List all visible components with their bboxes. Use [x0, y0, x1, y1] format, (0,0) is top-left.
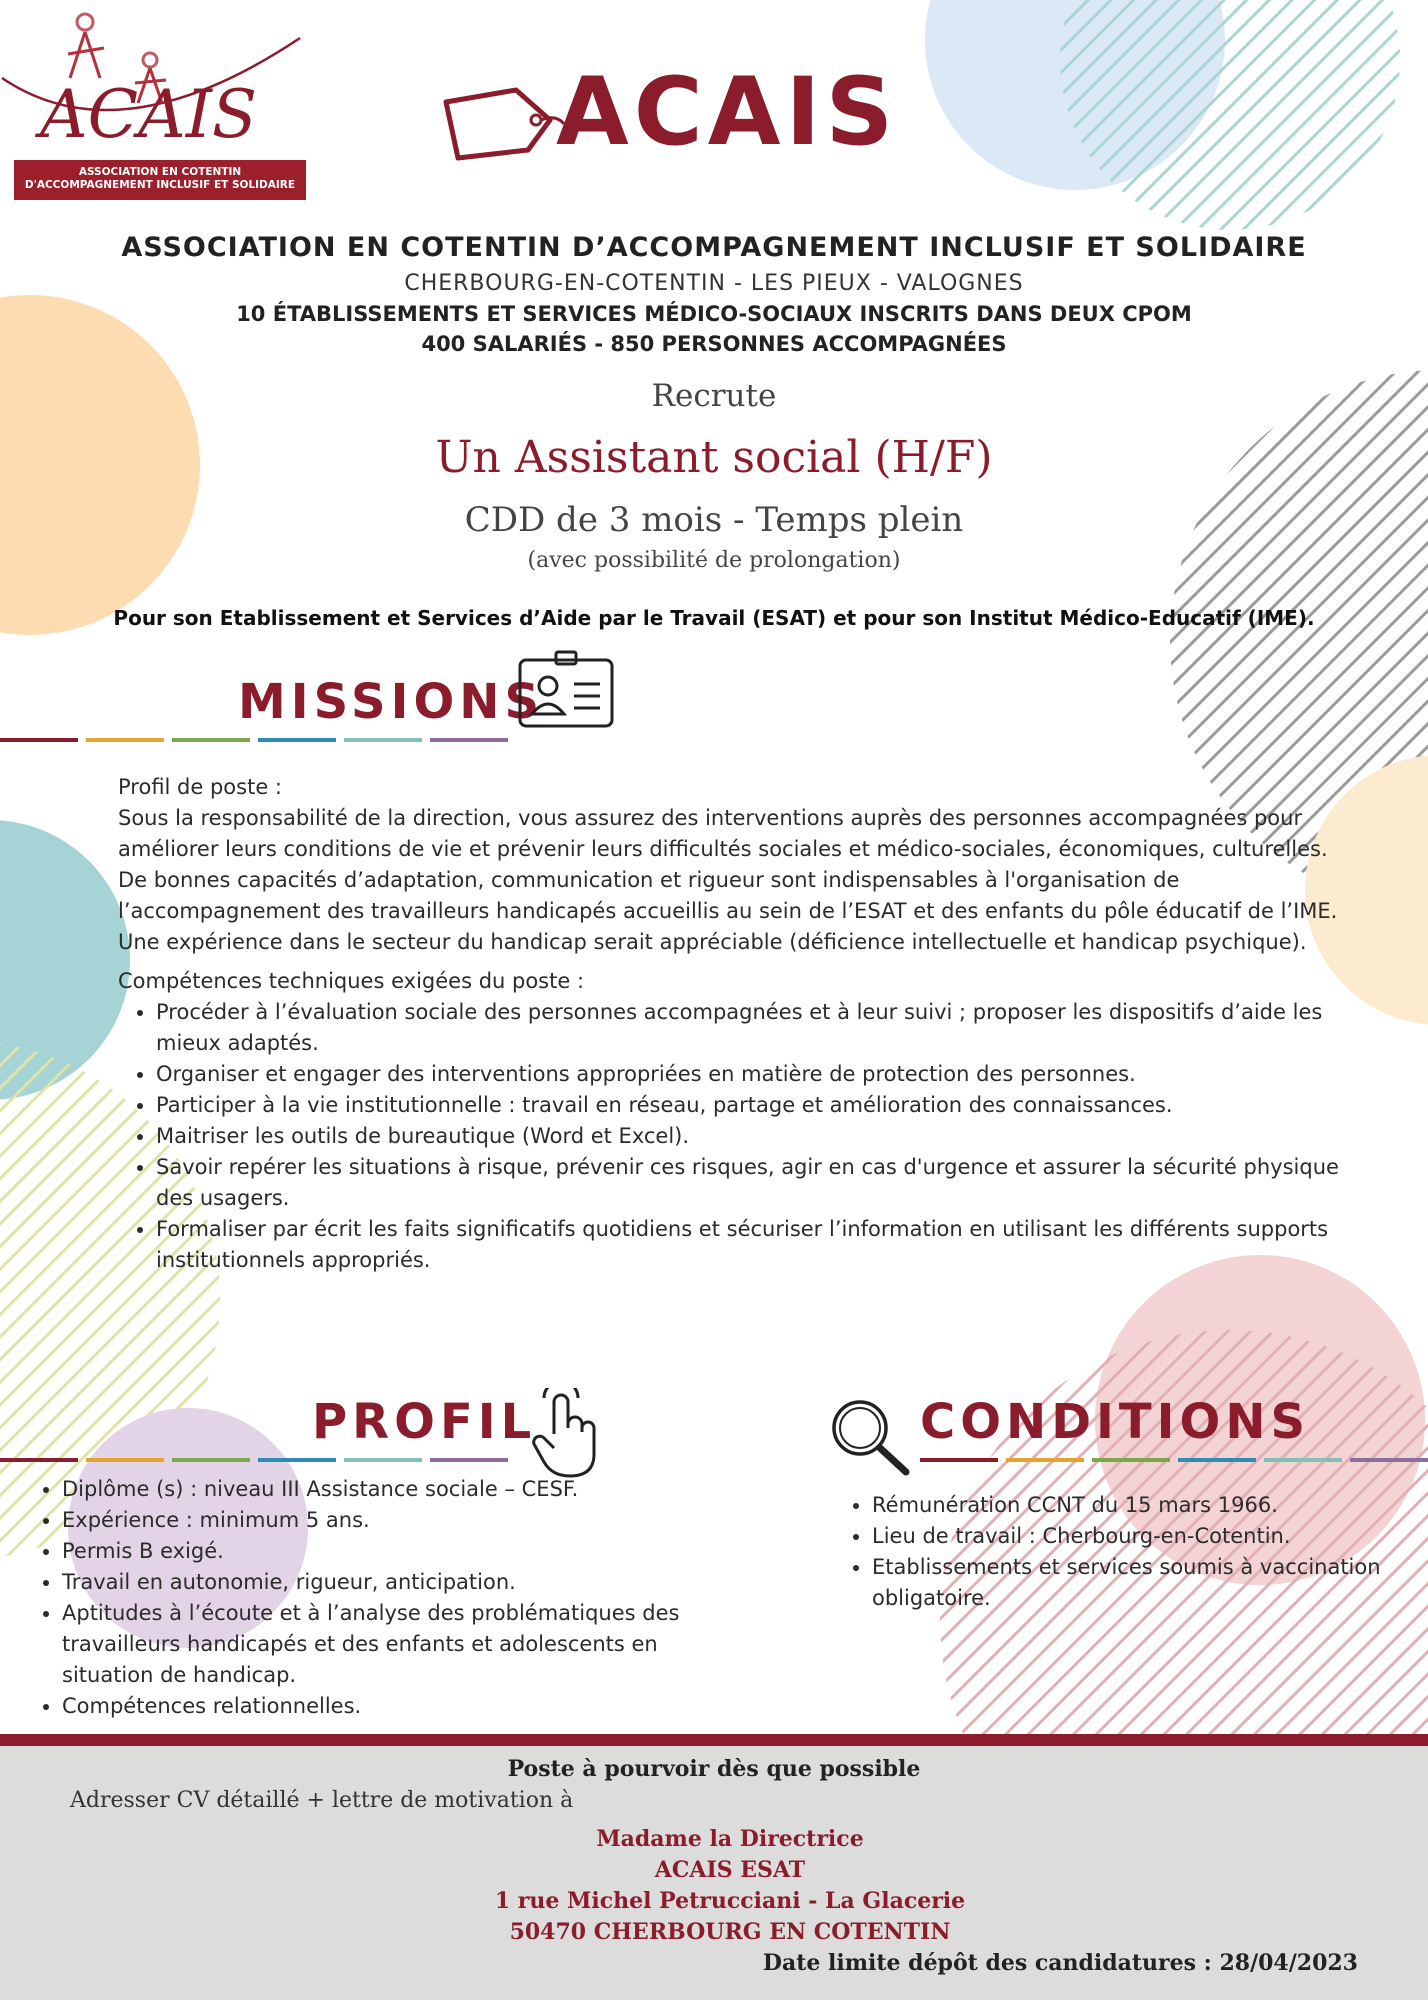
hand-pointer-icon — [530, 1388, 600, 1480]
profil-list — [24, 1474, 724, 1722]
entity: ACAIS ESAT — [654, 1857, 806, 1883]
list-item: • Etablissements et services soumis à vaccination obligatoire. — [872, 1552, 1424, 1614]
missions-paragraph: Une expérience dans le secteur du handicap serait appréciable (déficience intellectuelle et handicap psychique). — [118, 930, 1307, 954]
missions-color-rule — [0, 738, 510, 742]
conditions-body — [834, 1490, 1424, 1614]
list-item: • Savoir repérer les situations à risque, prévenir ces risques, agir en cas d'urgence et assurer la sécurité physique des usagers. — [156, 1152, 1348, 1214]
profil-color-rule — [0, 1458, 510, 1462]
skills-list — [118, 997, 1348, 1276]
job-title: Un Assistant social (H/F) — [435, 432, 993, 483]
recipient: Madame la Directrice — [596, 1826, 864, 1852]
profil-heading: PROFIL — [312, 1394, 537, 1450]
conditions-color-rule — [920, 1458, 1428, 1462]
list-item: • Travail en autonomie, rigueur, anticipation. — [62, 1567, 724, 1598]
footer-top-rule — [0, 1734, 1428, 1746]
city-address: 50470 CHERBOURG EN COTENTIN — [509, 1919, 951, 1945]
list-item: • Procéder à l’évaluation sociale des personnes accompagnées et à leur suivi ; proposer les dispositifs d’aide les mieux adaptés. — [156, 997, 1348, 1059]
profile-label: Profil de poste : — [118, 775, 283, 799]
street-address: 1 rue Michel Petrucciani - La Glacerie — [494, 1888, 966, 1914]
price-tag-icon — [438, 84, 568, 162]
acais-logo — [0, 8, 310, 193]
id-badge-icon — [518, 650, 614, 730]
establishment-line: Pour son Etablissement et Services d’Aide par le Travail (ESAT) et pour son Institut Médico-Educatif (IME). — [113, 606, 1315, 630]
application-deadline: Date limite dépôt des candidatures : 28/04/2023 — [762, 1950, 1358, 1976]
logo-banner-line2: D'ACCOMPAGNEMENT INCLUSIF ET SOLIDAIRE — [24, 179, 296, 191]
missions-body — [118, 772, 1348, 1276]
brand-title: ACAIS — [556, 58, 899, 167]
list-item: • Organiser et engager des interventions appropriées en matière de protection des personnes. — [156, 1059, 1348, 1090]
org-name: ASSOCIATION EN COTENTIN D’ACCOMPAGNEMENT INCLUSIF ET SOLIDAIRE — [121, 232, 1307, 263]
list-item: • Formaliser par écrit les faits significatifs quotidiens et sécuriser l’information en utilisant les différents supports institutionnels appropriés. — [156, 1214, 1348, 1276]
stats-line-1: 10 ÉTABLISSEMENTS ET SERVICES MÉDICO-SOCIAUX INSCRITS DANS DEUX CPOM — [236, 302, 1192, 326]
missions-heading: MISSIONS — [238, 674, 545, 730]
stats-line-2: 400 SALARIÉS - 850 PERSONNES ACCOMPAGNÉES — [421, 332, 1007, 356]
skills-label: Compétences techniques exigées du poste : — [118, 969, 585, 993]
logo-banner — [14, 160, 306, 200]
availability: Poste à pourvoir dès que possible — [507, 1756, 921, 1782]
recruits-label: Recrute — [651, 378, 777, 414]
conditions-list — [834, 1490, 1424, 1614]
conditions-heading: CONDITIONS — [920, 1394, 1311, 1450]
missions-paragraph: Sous la responsabilité de la direction, vous assurez des interventions auprès des personnes accompagnées pour améliorer leurs conditions de vie et prévenir leurs difficultés sociales et médico-sociales, économiques, culturelles. — [118, 806, 1328, 861]
locations: CHERBOURG-EN-COTENTIN - LES PIEUX - VALOGNES — [404, 271, 1024, 296]
list-item: • Lieu de travail : Cherbourg-en-Cotentin. — [872, 1521, 1424, 1552]
missions-paragraph: De bonnes capacités d’adaptation, communication et rigueur sont indispensables à l'organisation de l’accompagnement des travailleurs handicapés accueillis au sein de l’ESAT et des enfants du pôle éducatif de l’IME. — [118, 868, 1338, 923]
list-item: • Permis B exigé. — [62, 1536, 724, 1567]
contract-type: CDD de 3 mois - Temps plein — [464, 500, 964, 540]
profil-body — [24, 1474, 724, 1722]
footer — [0, 1746, 1428, 2000]
list-item: • Aptitudes à l’écoute et à l’analyse des problématiques des travailleurs handicapés et des enfants et adolescents en situation de handicap. — [62, 1598, 724, 1691]
send-to: Adresser CV détaillé + lettre de motivation à — [70, 1788, 574, 1813]
list-item: • Compétences relationnelles. — [62, 1691, 724, 1722]
list-item: • Maitriser les outils de bureautique (Word et Excel). — [156, 1121, 1348, 1152]
list-item: • Expérience : minimum 5 ans. — [62, 1505, 724, 1536]
magnifier-icon — [828, 1396, 910, 1476]
logo-banner-line1: ASSOCIATION EN COTENTIN — [78, 166, 242, 178]
list-item: • Participer à la vie institutionnelle : travail en réseau, partage et amélioration des connaissances. — [156, 1090, 1348, 1121]
logo-acronym: ACAIS — [40, 76, 258, 153]
list-item: • Diplôme (s) : niveau III Assistance sociale – CESF. — [62, 1474, 724, 1505]
contract-note: (avec possibilité de prolongation) — [527, 548, 901, 573]
list-item: • Rémunération CCNT du 15 mars 1966. — [872, 1490, 1424, 1521]
